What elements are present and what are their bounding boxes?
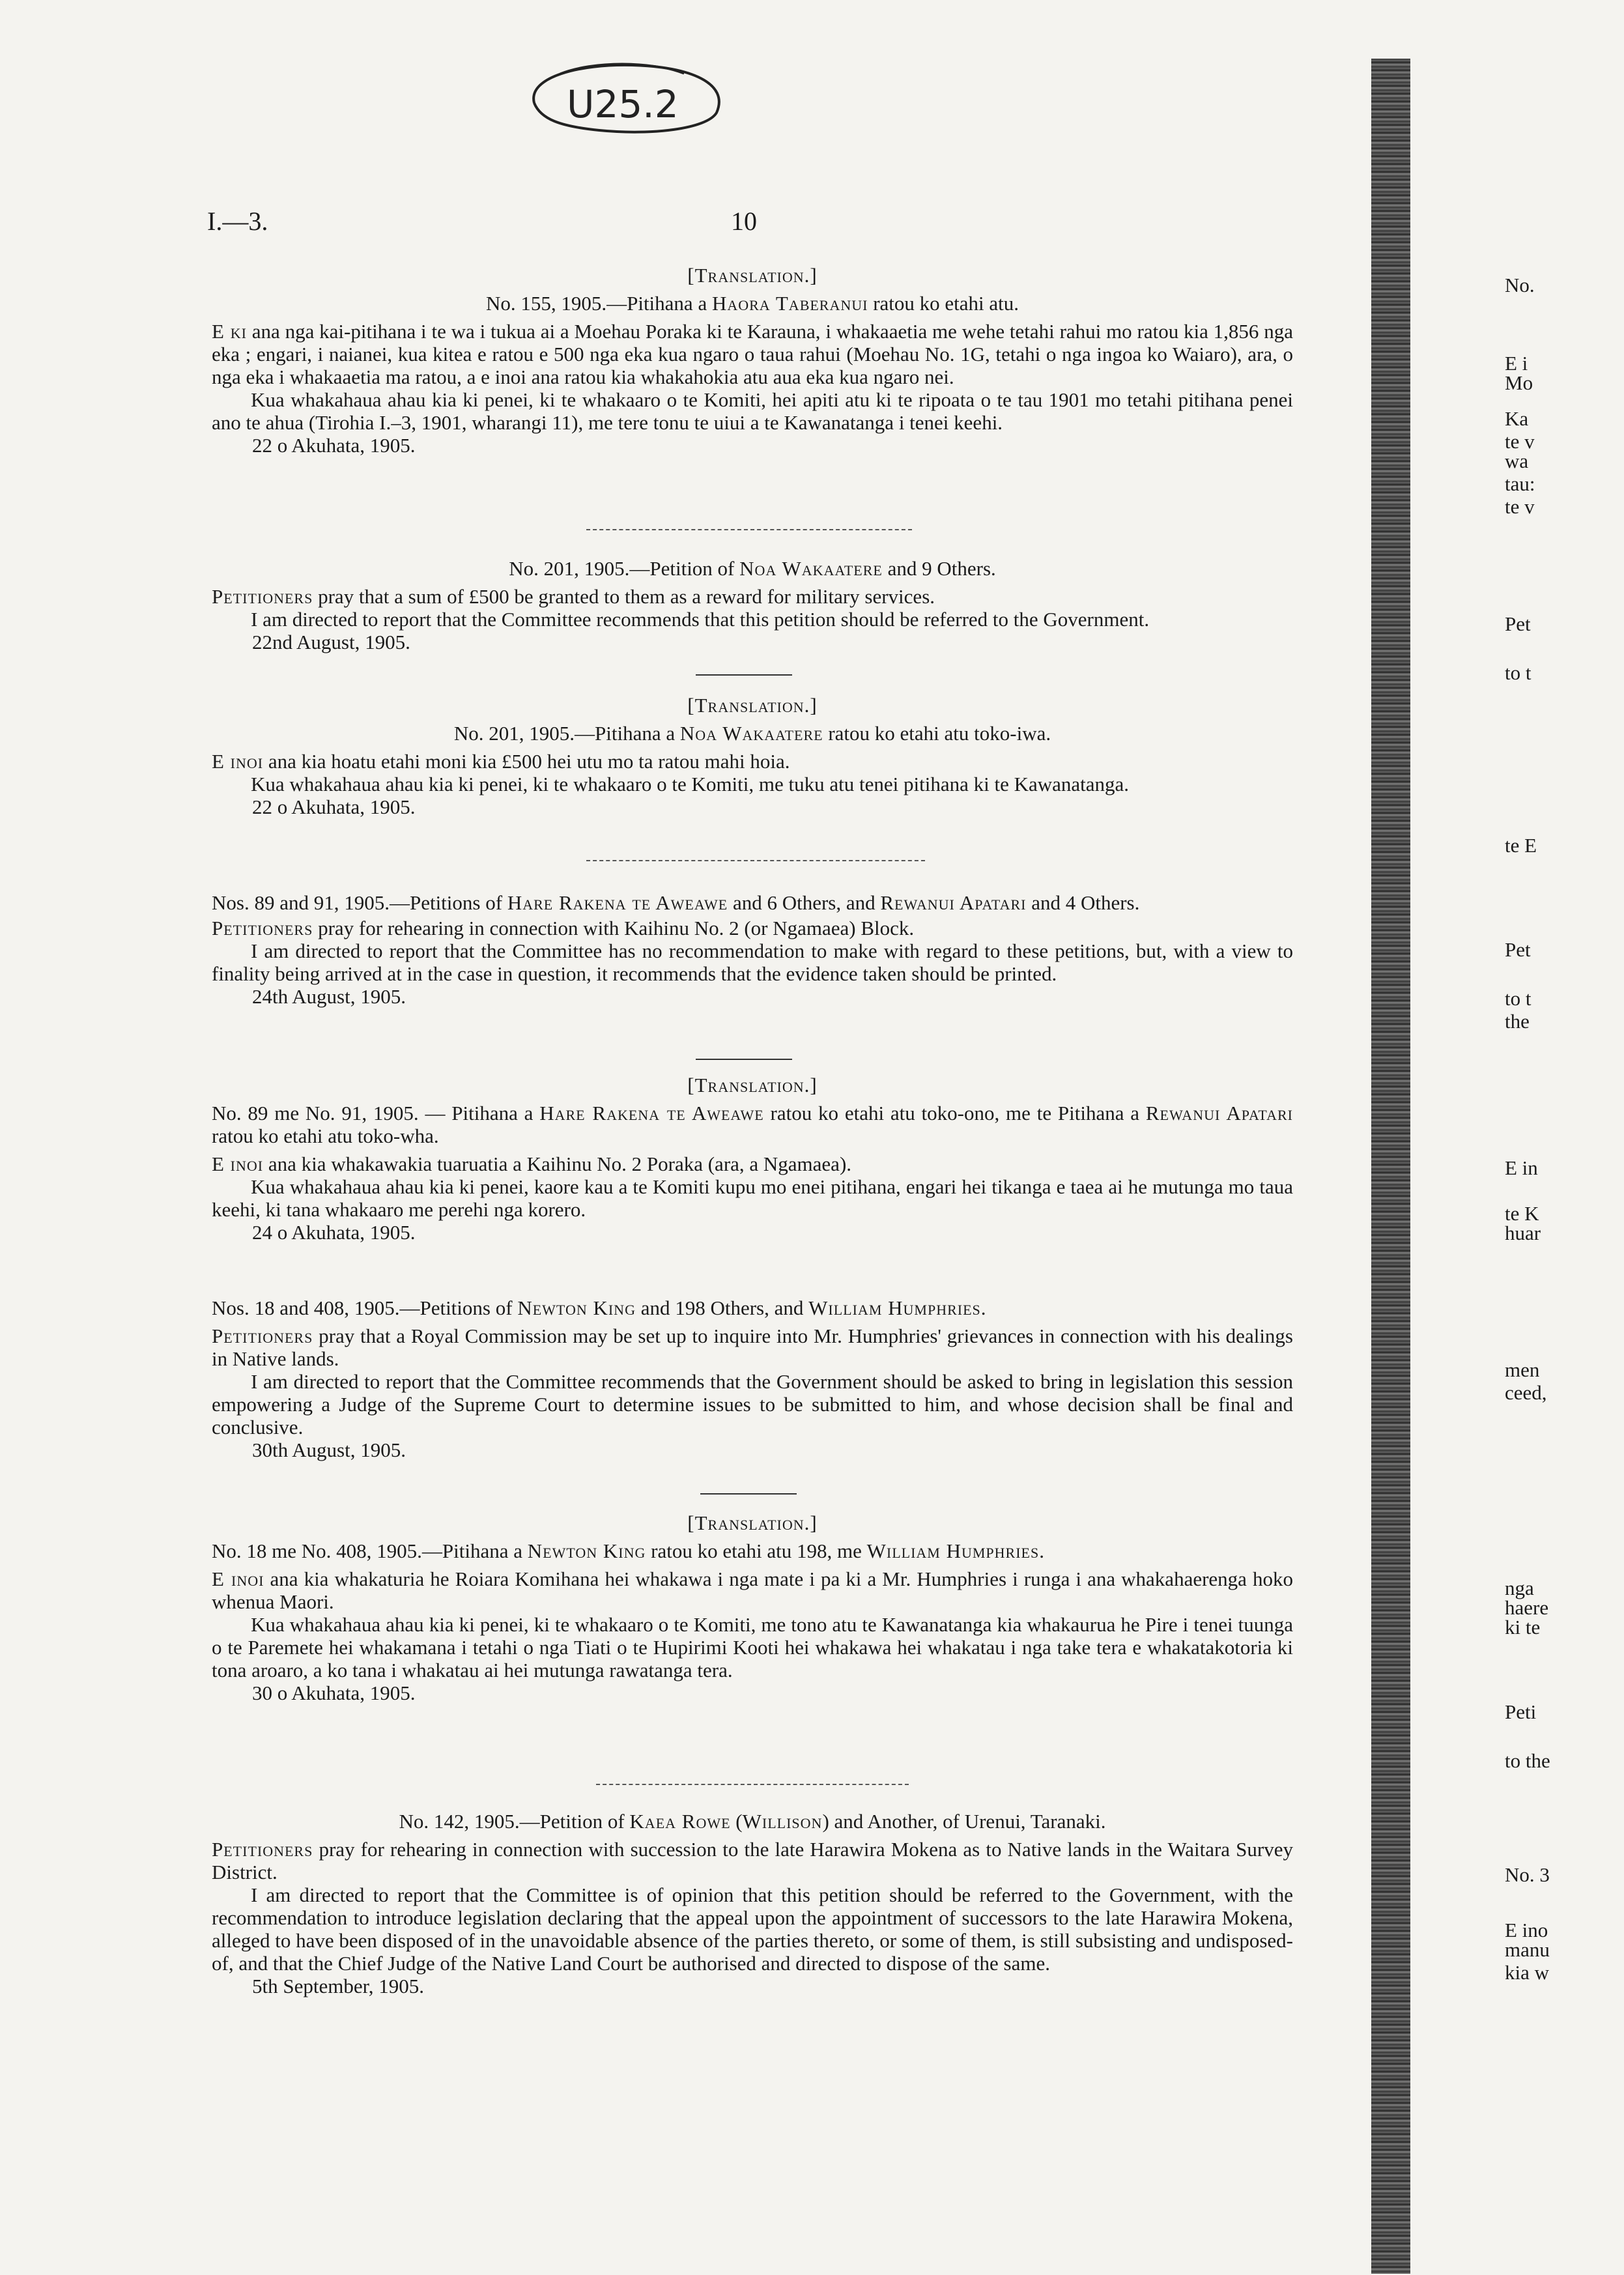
- lead-word: E ki: [212, 320, 247, 343]
- binding-edge: [1371, 59, 1410, 2274]
- margin-fragment: to the: [1505, 1749, 1550, 1772]
- lead-word: Petitioners: [212, 585, 313, 608]
- lead-word: Petitioners: [212, 1838, 313, 1861]
- petition-text: [212, 1324, 1293, 1370]
- heading-name: Noa Wakaatere: [679, 722, 823, 745]
- margin-fragment: Mo: [1505, 371, 1533, 394]
- section-142-english: [212, 1810, 1293, 1997]
- section-heading: [212, 891, 1293, 914]
- margin-fragment: Pet: [1505, 612, 1531, 635]
- margin-fragment: kia w: [1505, 1961, 1550, 1984]
- petition-text: [212, 1838, 1293, 1883]
- petition-text: [212, 750, 1293, 773]
- heading-tail: ratou ko etahi atu.: [868, 292, 1019, 315]
- heading-tail-2: ratou ko etahi atu toko-wha.: [212, 1124, 439, 1147]
- heading-tail: ratou ko etahi atu toko-ono, me te Pitihana a: [763, 1102, 1146, 1124]
- heading-name-2: William Humphries: [808, 1296, 981, 1319]
- margin-fragment: manu: [1505, 1938, 1550, 1961]
- section-divider: [596, 1784, 909, 1785]
- body-text: ana kia whakawakia tuaruatia a Kaihinu No. 2 Poraka (ara, a Ngamaea).: [263, 1152, 852, 1175]
- margin-fragment: the: [1505, 1010, 1530, 1033]
- section-date: 5th September, 1905.: [252, 1975, 424, 1997]
- section-18-408-translation: [212, 1511, 1293, 1704]
- handwritten-stamp: [521, 57, 736, 142]
- section-divider: [586, 860, 925, 861]
- section-date: 24 o Akuhata, 1905.: [252, 1221, 416, 1244]
- section-155-translation: [212, 264, 1293, 457]
- body-text: pray that a sum of £500 be granted to them as a reward for military services.: [313, 585, 935, 608]
- section-date: 22nd August, 1905.: [252, 631, 410, 653]
- lead-word: E inoi: [212, 1152, 264, 1175]
- margin-fragment: ceed,: [1505, 1381, 1547, 1404]
- margin-fragment: to t: [1505, 661, 1531, 684]
- heading-number: Nos. 18 and 408, 1905.—Petitions of: [212, 1296, 518, 1319]
- margin-fragment: No.: [1505, 274, 1535, 296]
- heading-name-2: William Humphries: [866, 1539, 1040, 1562]
- heading-tail: and 198 Others, and: [635, 1296, 809, 1319]
- heading-name: Haora Taberanui: [711, 292, 868, 315]
- lead-word: Petitioners: [212, 917, 313, 939]
- margin-fragment: tau:: [1505, 472, 1535, 495]
- translation-label: [Translation.]: [687, 1511, 818, 1534]
- body-text: pray for rehearing in connection with Kaihinu No. 2 (or Ngamaea) Block.: [313, 917, 915, 939]
- report-text: Kua whakahaua ahau kia ki penei, kaore kau a te Komiti kupu mo enei pitihana, engari hei tikanga e taea ai he mutunga mo taua keehi, ki tana whakaaro me perehi nga korero.: [212, 1175, 1293, 1221]
- report-text: I am directed to report that the Committee recommends that the Government should be asked to bring in legislation this session empowering a Judge of the Supreme Court to determine issues to be submitted to him, and whose decision shall be final and conclusive.: [212, 1370, 1293, 1438]
- section-89-91-english: [212, 891, 1293, 1008]
- short-rule: [696, 1059, 792, 1060]
- short-rule: [700, 1493, 797, 1495]
- margin-fragment: te E: [1505, 834, 1537, 857]
- margin-fragment: No. 3: [1505, 1863, 1550, 1886]
- report-text: I am directed to report that the Committee is of opinion that this petition should be referred to the Government, with the recommendation to introduce legislation declaring that the appeal upon the appointment of successors to the late Harawira Mokena, alleged to have been disposed of in the unavoidable absence of the parties thereto, or some of them, is still subsisting and undisposed-of, and that the Chief Judge of the Native Land Court be authorised and directed to dispose of the same.: [212, 1883, 1293, 1975]
- margin-fragment: to t: [1505, 987, 1531, 1010]
- report-text: Kua whakahaua ahau kia ki penei, ki te whakaaro o te Komiti, me tono atu te Kawanatanga kia whakaurua he Pire i tenei tuunga o te Paremete hei whakamana i tetahi o nga Tiati o te Hupirimi Kooti hei whakawa hei whakatau i nga take tera e whakatakotoria ki tona aroaro, a ko tana i whakatau ai hei mutunga rawatanga tera.: [212, 1613, 1293, 1681]
- margin-fragment: Pet: [1505, 938, 1531, 961]
- margin-fragment: te v: [1505, 430, 1535, 453]
- heading-tail: and 9 Others.: [882, 557, 996, 580]
- heading-name-2: Rewanui Apatari: [1145, 1102, 1293, 1124]
- section-heading: [212, 722, 1293, 745]
- section-divider: [586, 529, 912, 530]
- report-text: I am directed to report that the Committee has no recommendation to make with regard to these petitions, but, with a view to finality being arrived at in the case in question, it recommends that the evidence taken should be printed.: [212, 939, 1293, 985]
- heading-number: No. 18 me No. 408, 1905.—Pitihana a: [212, 1539, 528, 1562]
- body-text: ana nga kai-pitihana i te wa i tukua ai a Moehau Poraka ki te Karauna, i whakaaetia me wehe tetahi rahui mo ratou kia 1,856 nga eka ; engari, i naianei, kua kitea e ratou e 500 nga eka kua ngaro o taua rahui (Moehau No. 1G, tetahi o nga ingoa ko Waiaro), ara, o nga eka i whakaaetia ma ratou, a e inoi ana ratou kia whakahokia atu aua eka kua ngaro nei.: [212, 320, 1293, 388]
- petition-text: [212, 1567, 1293, 1613]
- petition-text: [212, 320, 1293, 388]
- heading-number: No. 201, 1905.—Petition of: [509, 557, 740, 580]
- heading-number: No. 201, 1905.—Pitihana a: [453, 722, 680, 745]
- margin-fragment: huar: [1505, 1222, 1541, 1244]
- heading-tail: ratou ko etahi atu toko-iwa.: [823, 722, 1051, 745]
- short-rule: [696, 674, 792, 676]
- heading-number: No. 142, 1905.—Petition of: [399, 1810, 630, 1833]
- margin-fragment: te v: [1505, 495, 1535, 518]
- translation-label: [Translation.]: [687, 694, 818, 717]
- heading-tail: ratou ko etahi atu 198, me: [646, 1539, 867, 1562]
- margin-fragment: E i: [1505, 352, 1528, 375]
- heading-tail: (: [730, 1810, 743, 1833]
- section-18-408-english: [212, 1296, 1293, 1461]
- section-heading: [212, 1539, 1293, 1562]
- petition-text: [212, 1152, 1293, 1175]
- heading-tail: and 6 Others, and: [728, 891, 881, 914]
- margin-fragment: men: [1505, 1358, 1540, 1381]
- petition-text: [212, 585, 1293, 608]
- section-heading: [212, 1810, 1293, 1833]
- heading-number: No. 89 me No. 91, 1905. — Pitihana a: [212, 1102, 540, 1124]
- heading-name: Hare Rakena te Aweawe: [507, 891, 728, 914]
- heading-tail-2: .: [1039, 1539, 1044, 1562]
- lead-word: E inoi: [212, 750, 264, 773]
- margin-fragment: nga: [1505, 1577, 1534, 1599]
- stamp-text: U25.2: [567, 82, 679, 126]
- section-date: 22 o Akuhata, 1905.: [252, 795, 416, 818]
- section-201-english: [212, 557, 1293, 653]
- margin-fragment: Peti: [1505, 1700, 1537, 1723]
- body-text: ana kia whakaturia he Roiara Komihana hei whakawa i nga mate i pa ki a Mr. Humphries i runga i ana whakahaerenga hoko whenua Maori.: [212, 1567, 1293, 1613]
- report-text: Kua whakahaua ahau kia ki penei, ki te whakaaro o te Komiti, me tuku atu tenei pitihana ki te Kawanatanga.: [251, 773, 1130, 795]
- margin-fragment: wa: [1505, 450, 1529, 472]
- paper-reference: I.—3.: [207, 207, 268, 236]
- translation-label: [Translation.]: [687, 1074, 818, 1096]
- heading-name: Noa Wakaatere: [739, 557, 883, 580]
- heading-number: Nos. 89 and 91, 1905.—Petitions of: [212, 891, 507, 914]
- section-date: 22 o Akuhata, 1905.: [252, 434, 416, 457]
- section-heading: [212, 292, 1293, 315]
- report-text: I am directed to report that the Committee recommends that this petition should be referred to the Government.: [251, 608, 1150, 631]
- margin-fragment: E ino: [1505, 1919, 1548, 1941]
- heading-tail-2: and 4 Others.: [1026, 891, 1140, 914]
- page-number: 10: [731, 207, 757, 236]
- section-heading: [212, 1102, 1293, 1147]
- section-date: 30th August, 1905.: [252, 1438, 406, 1461]
- heading-name: Newton King: [517, 1296, 636, 1319]
- margin-fragment: Ka: [1505, 407, 1529, 430]
- margin-fragment: haere: [1505, 1596, 1549, 1619]
- heading-number: No. 155, 1905.—Pitihana a: [485, 292, 712, 315]
- section-89-91-translation: [212, 1074, 1293, 1244]
- report-text: Kua whakahaua ahau kia ki penei, ki te whakaaro o te Komiti, hei apiti atu ki te ripoata o te tau 1901 mo tetahi pitihana penei ano te ahua (Tirohia I.–3, 1901, wharangi 11), me tere tonu te uiui a te Kawanatanga i tenei keehi.: [212, 388, 1293, 434]
- heading-name-2: Willison: [742, 1810, 823, 1833]
- heading-name-2: Rewanui Apatari: [880, 891, 1027, 914]
- heading-tail-2: .: [980, 1296, 986, 1319]
- margin-fragment: te K: [1505, 1202, 1539, 1225]
- section-date: 30 o Akuhata, 1905.: [252, 1681, 416, 1704]
- body-text: pray that a Royal Commission may be set up to inquire into Mr. Humphries' grievances in connection with his dealings in Native lands.: [212, 1324, 1293, 1370]
- margin-fragment: E in: [1505, 1156, 1538, 1179]
- section-heading: [212, 557, 1293, 580]
- section-201-translation: [212, 694, 1293, 818]
- heading-name: Hare Rakena te Aweawe: [539, 1102, 764, 1124]
- heading-name: Newton King: [527, 1539, 646, 1562]
- body-text: pray for rehearing in connection with succession to the late Harawira Mokena as to Native lands in the Waitara Survey District.: [212, 1838, 1293, 1883]
- heading-name: Kaea Rowe: [629, 1810, 731, 1833]
- lead-word: E inoi: [212, 1567, 264, 1590]
- heading-tail-2: ) and Another, of Urenui, Taranaki.: [822, 1810, 1106, 1833]
- margin-fragment: ki te: [1505, 1616, 1541, 1638]
- translation-label: [Translation.]: [687, 264, 818, 287]
- section-heading: [212, 1296, 1293, 1319]
- petition-text: [212, 917, 1293, 939]
- section-date: 24th August, 1905.: [252, 985, 406, 1008]
- lead-word: Petitioners: [212, 1324, 313, 1347]
- body-text: ana kia hoatu etahi moni kia £500 hei utu mo ta ratou mahi hoia.: [263, 750, 790, 773]
